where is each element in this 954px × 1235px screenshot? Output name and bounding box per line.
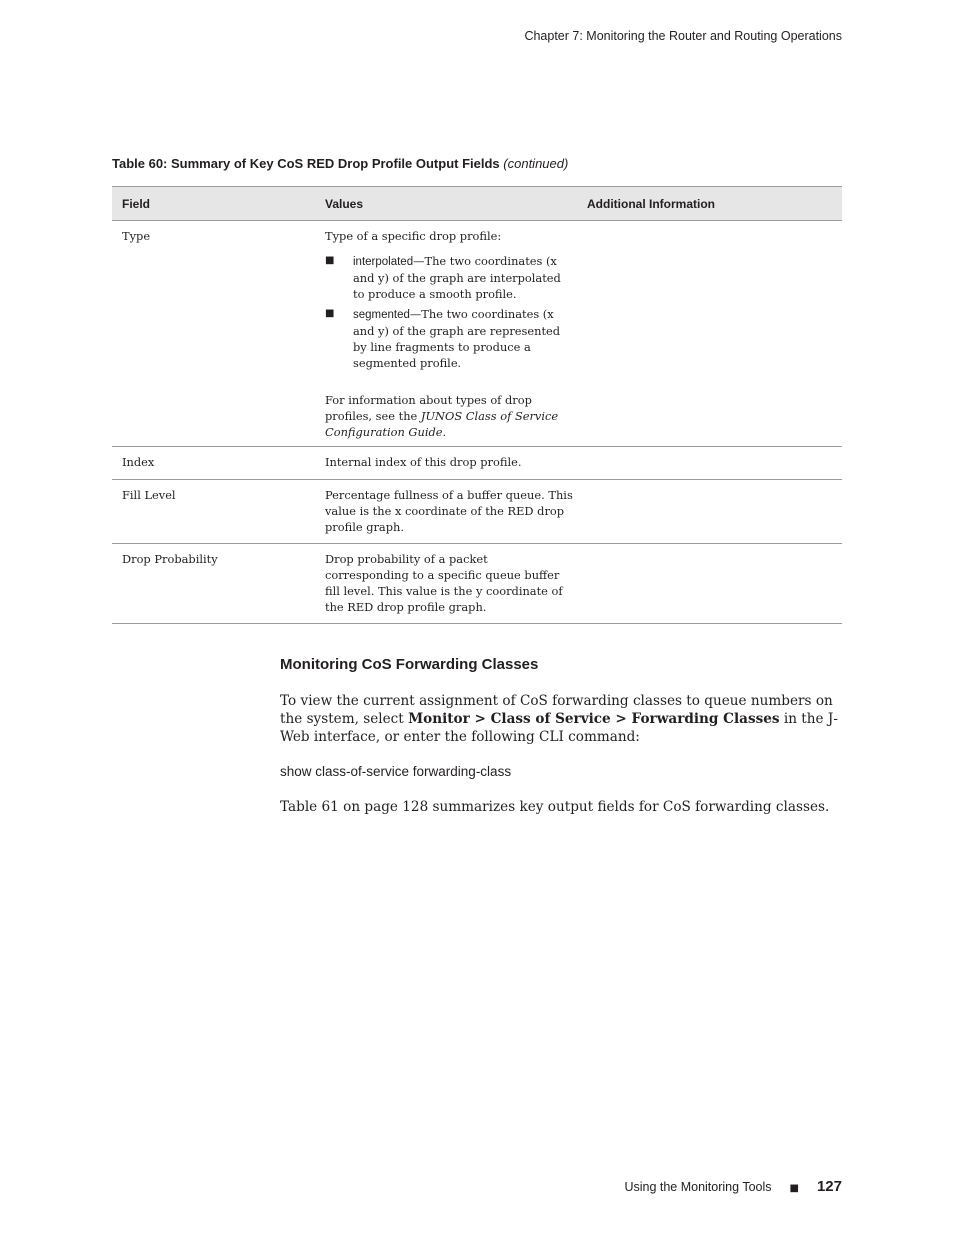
- values-cell: [325, 228, 575, 440]
- summary-paragraph: Table 61 on page 128 summarizes key output fields for CoS forwarding classes.: [280, 799, 830, 815]
- table-row-type: [112, 221, 842, 447]
- menu-path: Monitor > Class of Service > Forwarding Classes: [408, 711, 780, 727]
- bullet-text: —The two coordinates (x and y) of the graph are represented by line fragments to produce a segmented profile.: [353, 307, 561, 370]
- square-bullet-icon: ■: [325, 308, 335, 319]
- bullet-text: —The two coordinates (x and y) of the graph are interpolated to produce a smooth profile.: [353, 254, 561, 301]
- body-paragraph: To view the current assignment of CoS forwarding classes to queue numbers on the system, select Monitor > Class of Service > Forwarding Classes in the J-Web interface, or enter the following CLI command:: [280, 693, 838, 745]
- field-cell: Drop Probability: [122, 552, 218, 566]
- cli-command: show class-of-service forwarding-class: [280, 764, 512, 779]
- table-row-fill-level: [112, 480, 842, 544]
- column-header-field: Field: [122, 196, 151, 211]
- type-note: For information about types of drop profiles, see the JUNOS Class of Service Configuration Guide.: [325, 393, 559, 439]
- running-header: Chapter 7: Monitoring the Router and Routing Operations: [524, 29, 842, 43]
- column-header-values: Values: [325, 196, 364, 211]
- values-cell: Percentage fullness of a buffer queue. This value is the x coordinate of the RED drop profile graph.: [325, 488, 573, 534]
- guide-reference: JUNOS Class of Service Configuration Guide: [325, 409, 559, 439]
- list-item: [325, 306, 575, 371]
- values-cell: Internal index of this drop profile.: [325, 455, 522, 469]
- square-bullet-icon: ■: [789, 1183, 799, 1194]
- table-header-row: [112, 186, 842, 221]
- type-intro: Type of a specific drop profile:: [325, 229, 502, 243]
- field-cell: Type: [122, 229, 151, 243]
- table-caption-continued: (continued): [503, 156, 569, 171]
- values-cell: Drop probability of a packet corresponding to a specific queue buffer fill level. This value is the y coordinate of the RED drop profile graph.: [325, 552, 563, 614]
- page-footer: [624, 1178, 842, 1195]
- field-cell: Index: [122, 455, 155, 469]
- output-fields-table: [112, 186, 842, 624]
- bullet-term: segmented: [353, 309, 410, 321]
- list-item: [325, 253, 575, 302]
- footer-section-title: Using the Monitoring Tools: [624, 1180, 772, 1194]
- field-cell: Fill Level: [122, 488, 176, 502]
- table-row-drop-probability: [112, 544, 842, 624]
- table-row-index: [112, 447, 842, 480]
- column-header-additional-information: Additional Information: [587, 196, 715, 211]
- page-number: 127: [816, 1178, 842, 1195]
- table-caption-title: Table 60: Summary of Key CoS RED Drop Profile Output Fields: [112, 156, 500, 171]
- table-caption: [112, 156, 568, 171]
- section-heading: Monitoring CoS Forwarding Classes: [280, 656, 539, 673]
- bullet-term: interpolated: [353, 256, 414, 268]
- square-bullet-icon: ■: [325, 255, 335, 266]
